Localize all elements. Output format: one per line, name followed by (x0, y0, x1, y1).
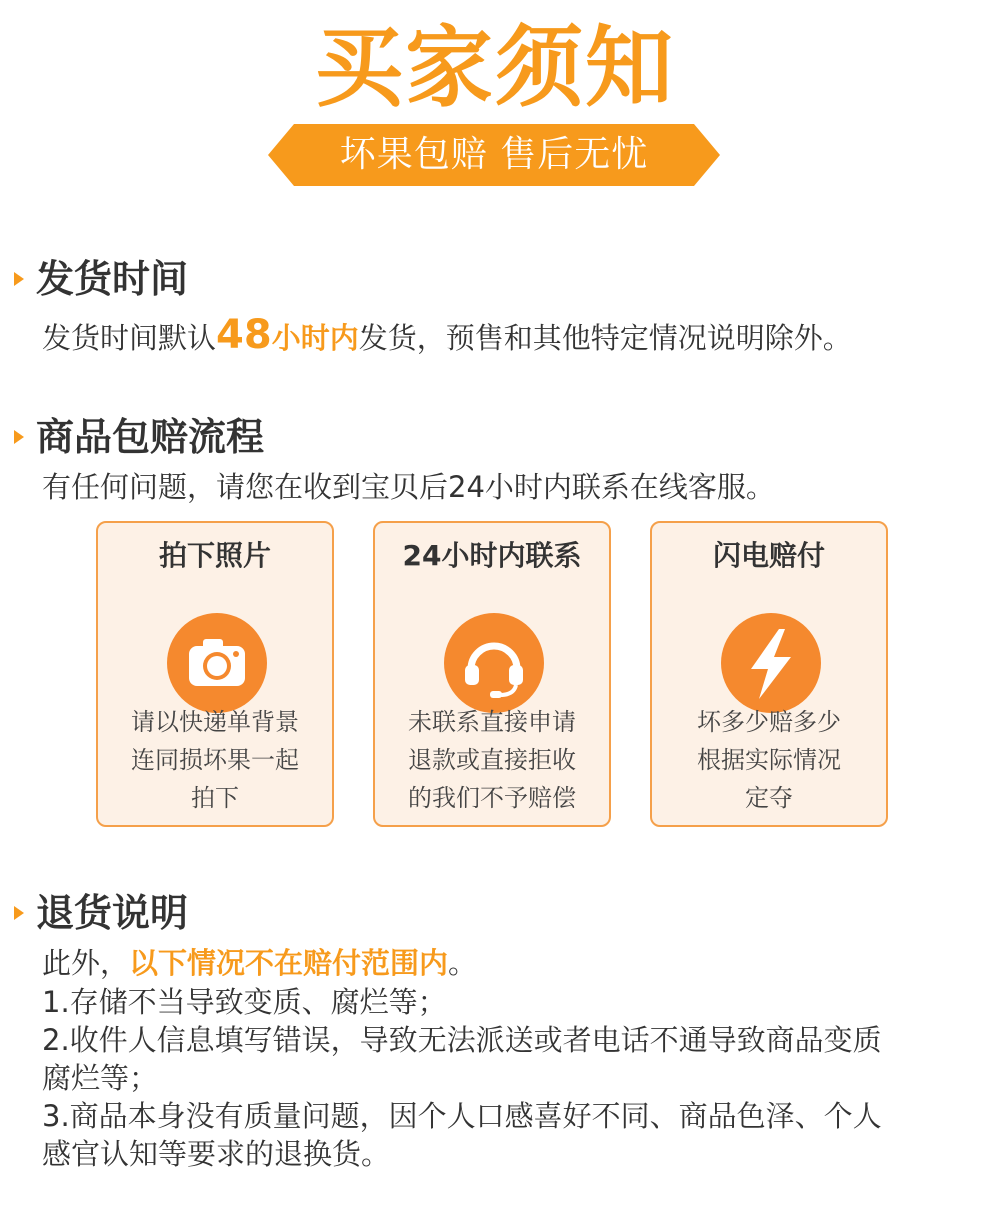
returns-intro-after: 。 (448, 946, 478, 980)
section-claims-heading (14, 414, 264, 460)
section-shipping-heading (14, 256, 188, 302)
returns-line: 2.收件人信息填写错误，导致无法派送或者电话不通导致商品变质 (42, 1023, 882, 1057)
card-title: 拍下照片 (158, 539, 271, 572)
headset-icon (444, 613, 544, 713)
lightning-icon (721, 613, 821, 713)
triangle-bullet-icon (14, 272, 24, 286)
card-desc-line: 的我们不予赔偿 (408, 784, 576, 812)
card-desc-line: 定夺 (745, 784, 793, 812)
claims-intro: 有任何问题，请您在收到宝贝后24小时内联系在线客服。 (42, 470, 775, 504)
card-desc-line: 坏多少赔多少 (697, 708, 841, 736)
card-desc-line: 未联系直接申请 (408, 708, 576, 736)
page-title: 买家须知 (314, 16, 675, 119)
returns-line: 3.商品本身没有质量问题，因个人口感喜好不同、商品色泽、个人 (42, 1099, 882, 1133)
banner-text: 坏果包赔 售后无忧 (339, 134, 649, 175)
card-description (98, 703, 332, 817)
card-desc-line: 请以快递单背景 (131, 708, 299, 736)
card-description (375, 703, 609, 817)
banner (268, 124, 720, 186)
shipping-hours-number: 48 (216, 312, 272, 358)
claim-card-payout (650, 521, 888, 827)
shipping-text (42, 312, 852, 358)
section-returns-heading (14, 890, 188, 936)
claim-card-photo (96, 521, 334, 827)
shipping-text-after: 发货，预售和其他特定情况说明除外。 (358, 321, 852, 355)
returns-line: 腐烂等； (42, 1061, 159, 1095)
returns-line: 1.存储不当导致变质、腐烂等； (42, 985, 447, 1019)
card-title: 闪电赔付 (712, 539, 825, 572)
section-title: 发货时间 (36, 257, 189, 301)
section-title: 退货说明 (36, 891, 189, 935)
shipping-hours-text: 小时内 (271, 321, 359, 355)
returns-line: 感官认知等要求的退换货。 (42, 1137, 391, 1171)
card-description (652, 703, 886, 817)
card-desc-line: 根据实际情况 (697, 746, 841, 774)
claim-card-contact (373, 521, 611, 827)
returns-intro-before: 此外， (42, 946, 130, 980)
returns-intro-highlight: 以下情况不在赔付范围内 (129, 946, 449, 980)
card-desc-line: 退款或直接拒收 (408, 746, 576, 774)
shipping-text-before: 发货时间默认 (42, 321, 217, 355)
section-title: 商品包赔流程 (36, 415, 265, 459)
camera-icon (167, 613, 267, 713)
card-desc-line: 连同损坏果一起 (131, 746, 299, 774)
triangle-bullet-icon (14, 430, 24, 444)
returns-intro (42, 944, 477, 982)
triangle-bullet-icon (14, 906, 24, 920)
card-desc-line: 拍下 (191, 784, 239, 812)
card-title: 24小时内联系 (402, 539, 582, 572)
